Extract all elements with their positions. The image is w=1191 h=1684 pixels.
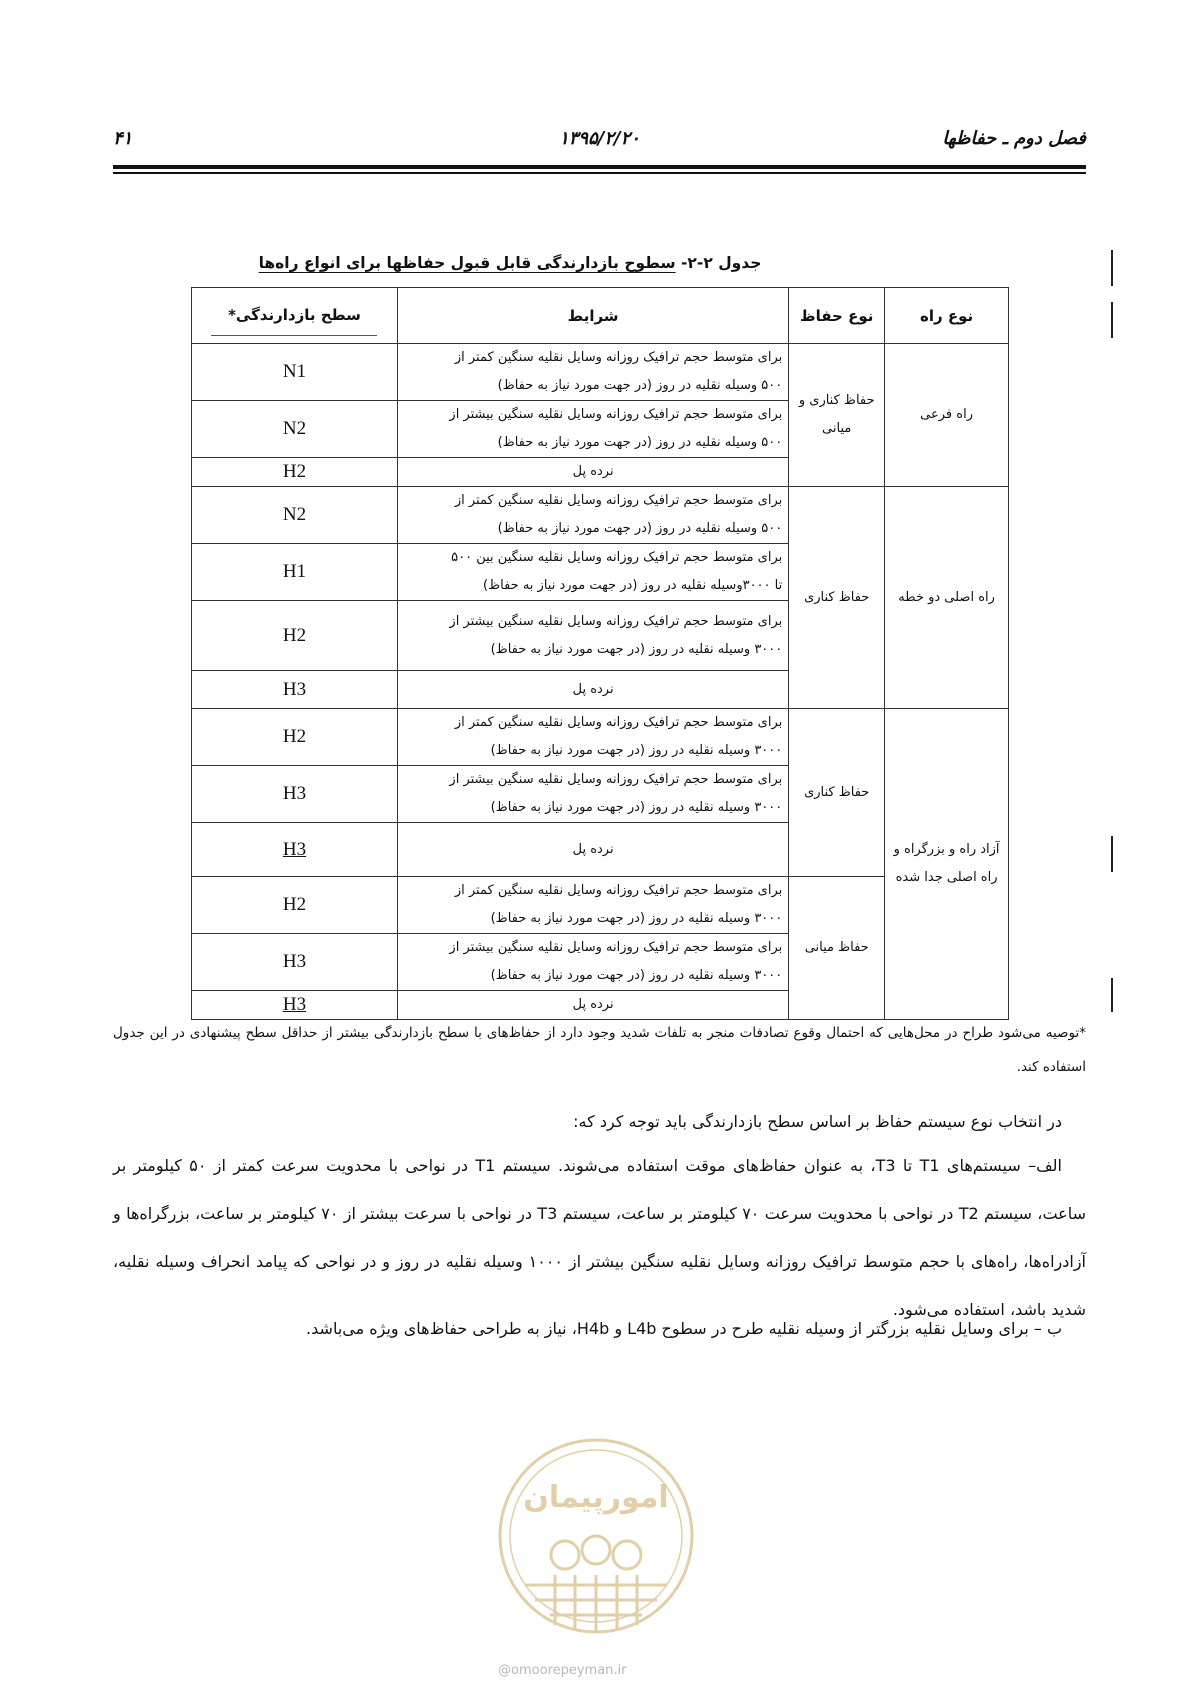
condition-cell: نرده پل: [397, 823, 788, 877]
table-row: [192, 487, 1009, 544]
level-cell: H2: [192, 709, 398, 766]
containment-levels-table: [191, 287, 1009, 1020]
page-number: ۴۱: [113, 128, 133, 149]
watermark-logo: [495, 1435, 697, 1637]
header-conditions: شرایط: [397, 288, 788, 344]
watermark-logo-text: امورپیمان: [523, 1480, 669, 1515]
condition-cell: برای متوسط حجم ترافیک روزانه وسایل نقلیه سنگین کمتر از ۵۰۰ وسیله نقلیه در روز (در جهت مورد نیاز به حفاظ): [397, 344, 788, 401]
table-row: [192, 344, 1009, 401]
level-cell: H3: [192, 991, 398, 1020]
table-header-row: [192, 288, 1009, 344]
barrier-type-cell: حفاظ میانی: [789, 877, 885, 1020]
condition-cell: برای متوسط حجم ترافیک روزانه وسایل نقلیه سنگین بین ۵۰۰ تا ۳۰۰۰وسیله نقلیه در روز (در جهت مورد نیاز به حفاظ): [397, 544, 788, 601]
level-cell: H3: [192, 766, 398, 823]
caption-number: جدول ۲-۲-: [680, 254, 762, 272]
road-type-cell: راه فرعی: [885, 344, 1009, 487]
paragraph-be: ب – برای وسایل نقلیه بزرگتر از وسیله نقلیه طرح در سطوح L4b و H4b، نیاز به طراحی حفاظ‌های ویژه می‌باشد.: [306, 1319, 1062, 1338]
level-cell: H3: [192, 934, 398, 991]
level-cell: H3: [192, 823, 398, 877]
condition-cell: نرده پل: [397, 458, 788, 487]
barrier-type-cell: حفاظ کناری: [789, 709, 885, 877]
header-rule-thin: [113, 172, 1086, 174]
intro-paragraph: در انتخاب نوع سیستم حفاظ بر اساس سطح بازدارندگی باید توجه کرد که:: [573, 1112, 1062, 1131]
level-cell: H1: [192, 544, 398, 601]
paragraph-alef: الف– سیستم‌های T1 تا T3، به عنوان حفاظ‌های موقت استفاده می‌شوند. سیستم T1 در نواحی با محدویت سرعت کمتر از ۵۰ کیلومتر بر ساعت، سیستم T2 در نواحی با محدویت سرعت ۷۰ کیلومتر بر ساعت، سیستم T3 در نواحی با سرعت بیشتر از ۷۰ کیلومتر بر ساعت، بزرگراه‌ها و آزادراه‌ها، راه‌های با حجم متوسط ترافیک روزانه وسایل نقلیه سنگین بیشتر از ۱۰۰۰ وسیله نقلیه در روز و در نواحی که پیامد انحراف وسیله نقلیه، شدید باشد، استفاده می‌شود.: [113, 1156, 1087, 1319]
table-row: [192, 709, 1009, 766]
margin-change-bar: [1111, 250, 1113, 286]
condition-cell: برای متوسط حجم ترافیک روزانه وسایل نقلیه سنگین کمتر از ۵۰۰ وسیله نقلیه در روز (در جهت مورد نیاز به حفاظ): [397, 487, 788, 544]
caption-title: سطوح بازدارندگی قابل قبول حفاظها برای انواع راه‌ها: [258, 254, 676, 272]
level-cell: H3: [192, 671, 398, 709]
level-cell: N2: [192, 487, 398, 544]
header-date: ۱۳۹۵/۲/۲۰: [559, 128, 640, 149]
header-rule-thick: [113, 165, 1086, 169]
page-header: [113, 128, 1086, 154]
condition-cell: برای متوسط حجم ترافیک روزانه وسایل نقلیه سنگین بیشتر از ۳۰۰۰ وسیله نقلیه در روز (در جهت مورد نیاز به حفاظ): [397, 601, 788, 671]
table-caption: [190, 254, 830, 272]
margin-change-bar: [1111, 978, 1113, 1012]
chapter-title: فصل دوم ـ حفاظها: [942, 128, 1086, 149]
condition-cell: نرده پل: [397, 991, 788, 1020]
margin-change-bar: [1111, 836, 1113, 872]
barrier-type-cell: حفاظ کناری و میانی: [789, 344, 885, 487]
margin-change-bar: [1111, 302, 1113, 338]
header-level: سطح بازدارندگی*: [192, 288, 398, 344]
condition-cell: برای متوسط حجم ترافیک روزانه وسایل نقلیه سنگین بیشتر از ۳۰۰۰ وسیله نقلیه در روز (در جهت مورد نیاز به حفاظ): [397, 766, 788, 823]
condition-cell: نرده پل: [397, 671, 788, 709]
level-cell: N1: [192, 344, 398, 401]
condition-cell: برای متوسط حجم ترافیک روزانه وسایل نقلیه سنگین کمتر از ۳۰۰۰ وسیله نقلیه در روز (در جهت مورد نیاز به حفاظ): [397, 709, 788, 766]
condition-cell: برای متوسط حجم ترافیک روزانه وسایل نقلیه سنگین بیشتر از ۵۰۰ وسیله نقلیه در روز (در جهت مورد نیاز به حفاظ): [397, 401, 788, 458]
level-cell: H2: [192, 458, 398, 487]
road-type-cell: آزاد راه و بزرگراه و راه اصلی جدا شده: [885, 709, 1009, 1020]
road-type-cell: راه اصلی دو خطه: [885, 487, 1009, 709]
watermark-website: @omoorepeyman.ir: [498, 1663, 627, 1678]
barrier-type-cell: حفاظ کناری: [789, 487, 885, 709]
level-cell: H2: [192, 601, 398, 671]
table-footnote: *توصیه می‌شود طراح در محل‌هایی که احتمال وقوع تصادفات منجر به تلفات شدید وجود دارد از حفاظ‌های با سطح بازدارندگی بیشتر از حداقل سطح پیشنهادی در این جدول استفاده کند.: [113, 1025, 1086, 1075]
level-cell: H2: [192, 877, 398, 934]
condition-cell: برای متوسط حجم ترافیک روزانه وسایل نقلیه سنگین بیشتر از ۳۰۰۰ وسیله نقلیه در روز (در جهت مورد نیاز به حفاظ): [397, 934, 788, 991]
condition-cell: برای متوسط حجم ترافیک روزانه وسایل نقلیه سنگین کمتر از ۳۰۰۰ وسیله نقلیه در روز (در جهت مورد نیاز به حفاظ): [397, 877, 788, 934]
header-barrier-type: نوع حفاظ: [789, 288, 885, 344]
header-road-type: نوع راه: [885, 288, 1009, 344]
level-cell: N2: [192, 401, 398, 458]
